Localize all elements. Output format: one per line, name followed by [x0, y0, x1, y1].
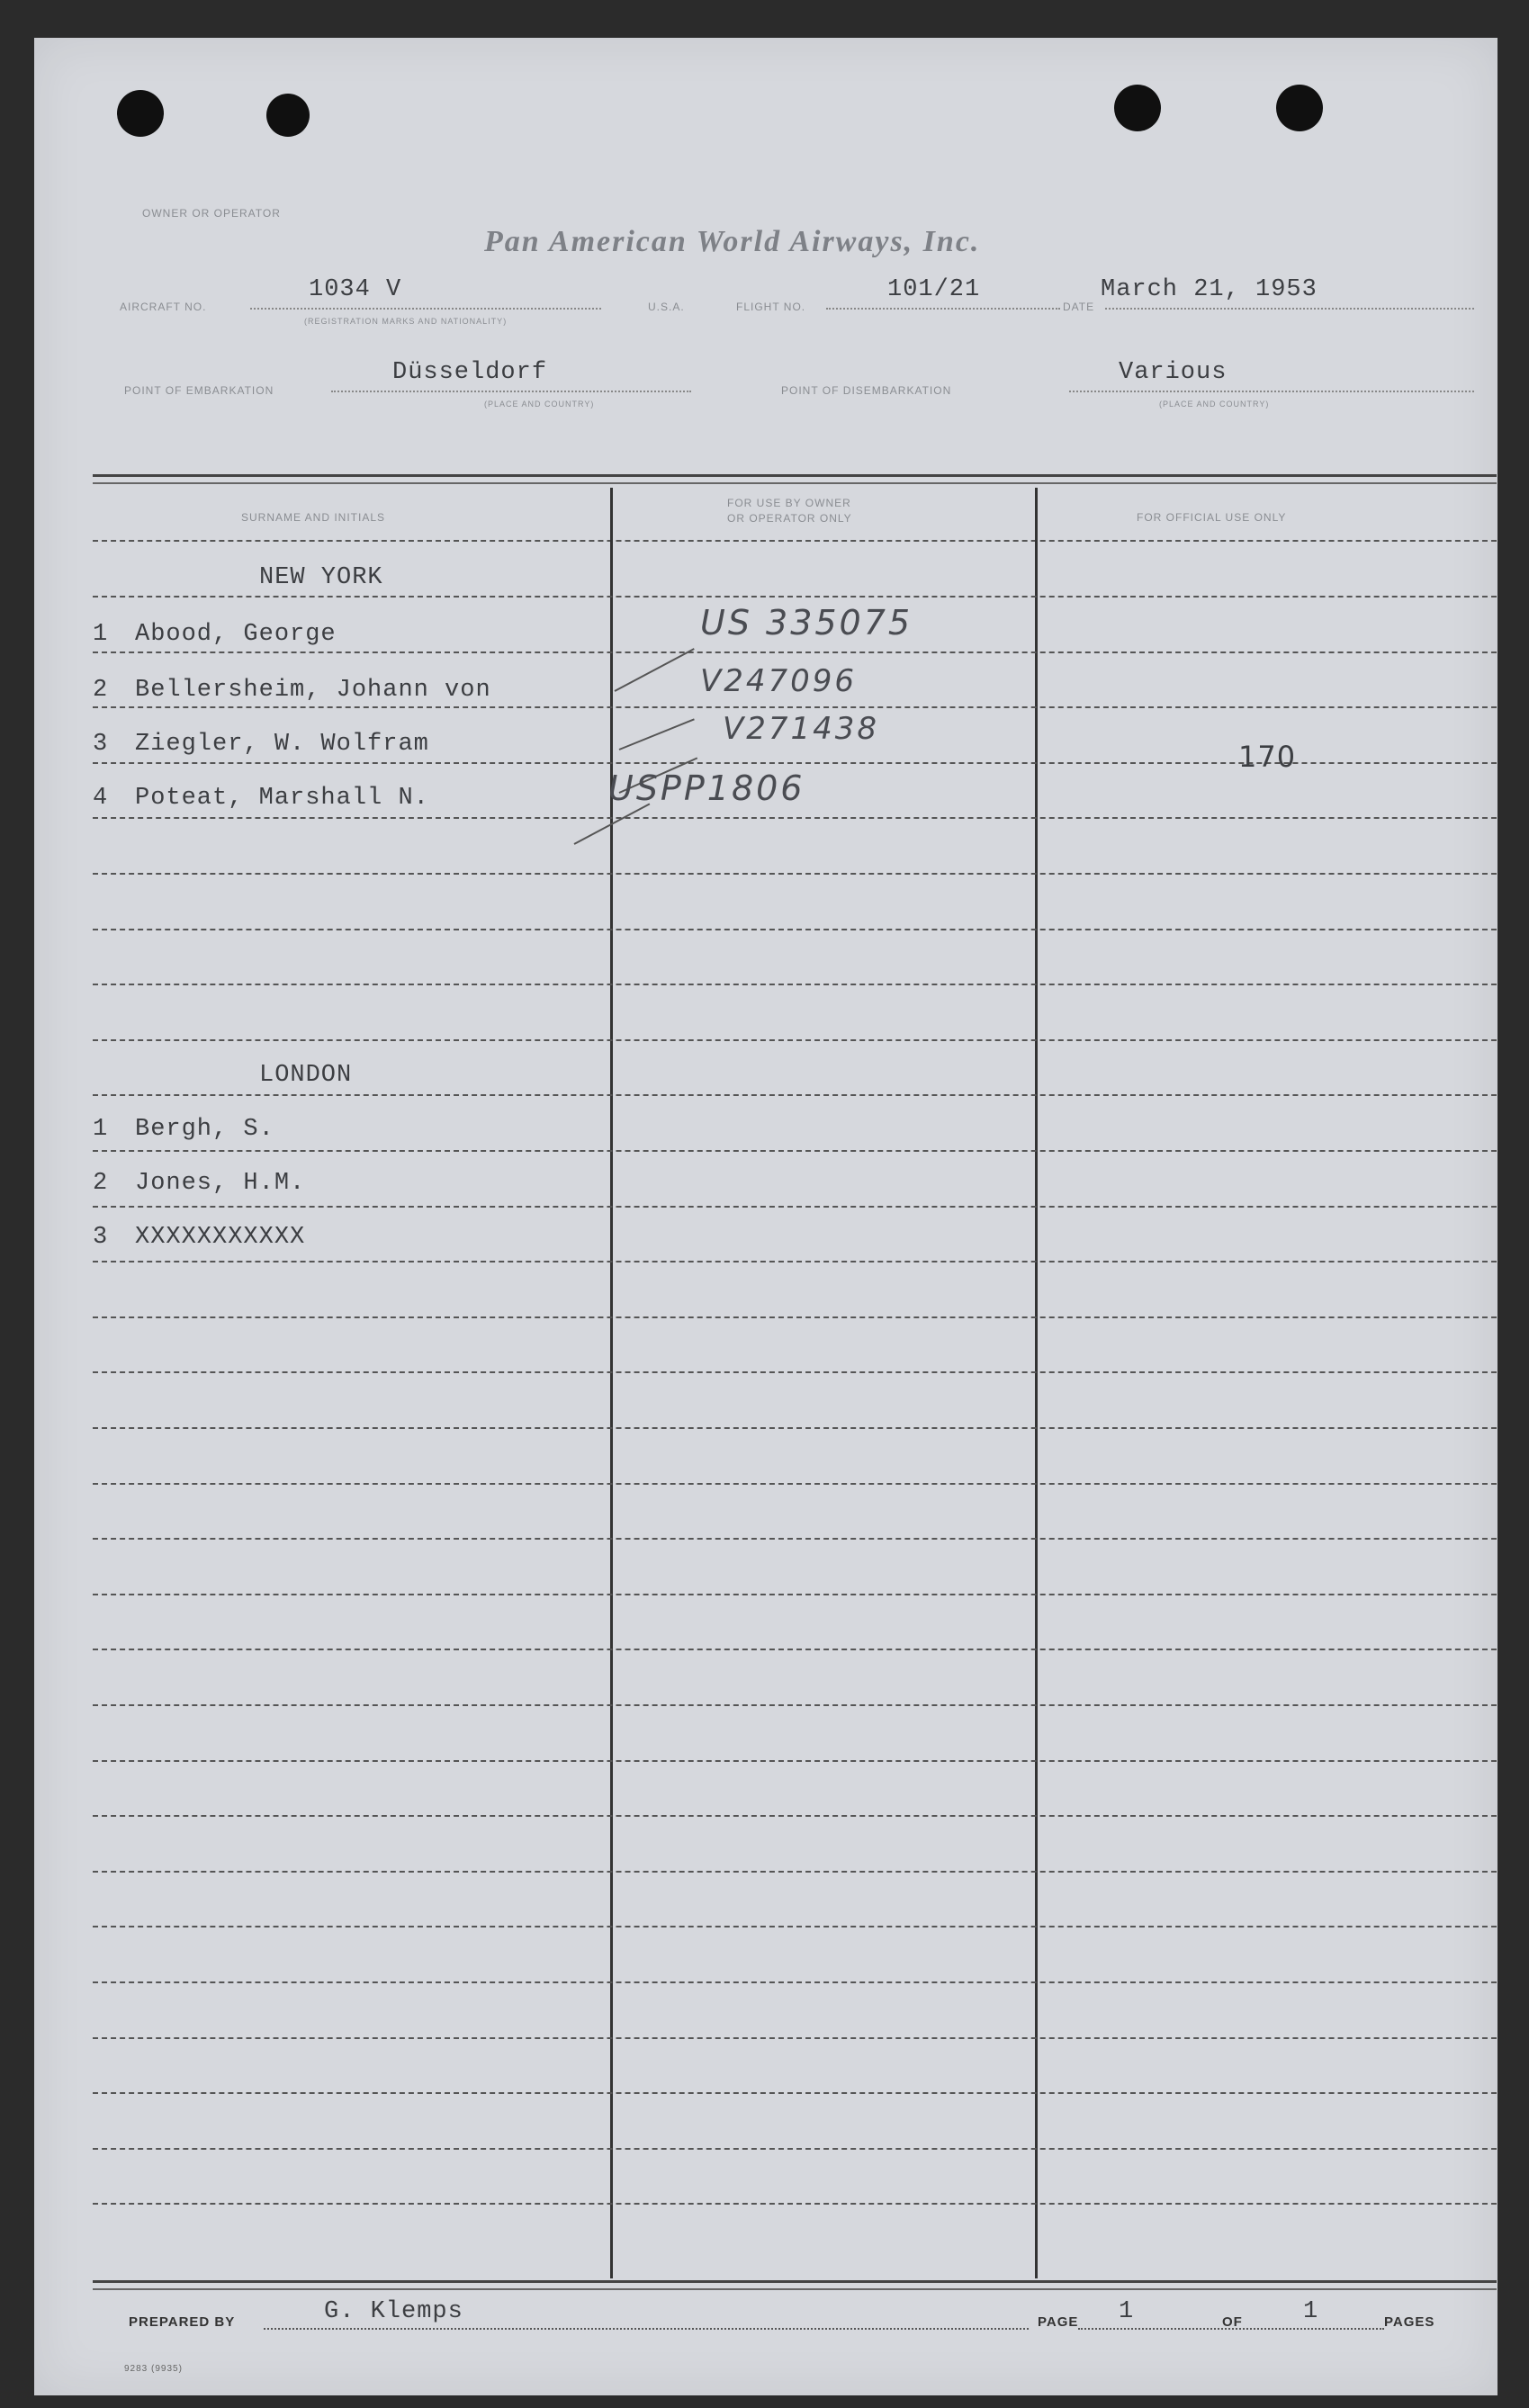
table-rule-line — [93, 596, 1497, 598]
table-rule-line — [93, 1039, 1497, 1041]
passenger-name: Bellersheim, Johann von — [135, 677, 491, 704]
table-top-rule — [93, 474, 1497, 477]
official-value: 170 — [1238, 740, 1297, 774]
date-line — [1105, 308, 1474, 310]
embarkation-line — [331, 391, 691, 392]
disembarkation-label: POINT OF DISEMBARKATION — [781, 384, 952, 397]
table-rule-line — [93, 984, 1497, 985]
column-divider-2 — [1035, 488, 1038, 2278]
table-bottom-rule-2 — [93, 2288, 1497, 2290]
col2-header-2: OR OPERATOR ONLY — [727, 512, 852, 525]
column-divider-1 — [610, 488, 613, 2278]
registration-note: (REGISTRATION MARKS AND NATIONALITY) — [304, 317, 508, 326]
passenger-num: 2 — [93, 677, 109, 704]
table-rule-line — [93, 1926, 1497, 1927]
passenger-name: Ziegler, W. Wolfram — [135, 731, 429, 758]
table-rule-line — [93, 1760, 1497, 1762]
header-rule — [93, 540, 1497, 542]
embarkation-value: Düsseldorf — [392, 359, 548, 386]
punch-hole — [266, 94, 310, 137]
section-heading-london: LONDON — [259, 1062, 353, 1089]
company-name: Pan American World Airways, Inc. — [484, 225, 981, 258]
usa-label: U.S.A. — [648, 301, 685, 313]
passenger-name: Abood, George — [135, 621, 337, 648]
table-rule-line — [93, 1649, 1497, 1650]
punch-hole — [1276, 85, 1323, 131]
punch-hole — [117, 90, 164, 137]
passenger-name: Bergh, S. — [135, 1116, 274, 1143]
prepared-by-value: G. Klemps — [324, 2298, 463, 2325]
col2-header-1: FOR USE BY OWNER — [727, 497, 851, 509]
col1-header: SURNAME AND INITIALS — [241, 511, 386, 524]
check-mark — [619, 718, 695, 750]
passenger-num: 1 — [93, 1116, 109, 1143]
passport-note: V271438 — [723, 711, 880, 747]
passenger-num: 1 — [93, 621, 109, 648]
page-label: PAGE — [1038, 2314, 1079, 2330]
passenger-name: XXXXXXXXXXX — [135, 1224, 306, 1251]
table-rule-line — [93, 1206, 1497, 1208]
table-rule-line — [93, 1316, 1497, 1318]
flight-value: 101/21 — [887, 276, 981, 303]
table-rule-line — [93, 1704, 1497, 1706]
table-rule-line — [93, 1483, 1497, 1485]
disembarkation-value: Various — [1119, 359, 1228, 386]
table-rule-line — [93, 2203, 1497, 2205]
passenger-name: Poteat, Marshall N. — [135, 785, 429, 812]
aircraft-label: AIRCRAFT NO. — [120, 301, 207, 313]
table-rule-line — [93, 1981, 1497, 1983]
operator-label: OWNER OR OPERATOR — [142, 207, 281, 220]
table-rule-line — [93, 1427, 1497, 1429]
punch-hole — [1114, 85, 1161, 131]
passenger-num: 3 — [93, 731, 109, 758]
prepared-label: PREPARED BY — [129, 2314, 236, 2330]
table-rule-line — [93, 1594, 1497, 1595]
table-rule-line — [93, 873, 1497, 875]
table-rule-line — [93, 2092, 1497, 2094]
form-code: 9283 (9935) — [124, 2364, 183, 2374]
table-rule-line — [93, 1094, 1497, 1096]
table-rule-line — [93, 2148, 1497, 2150]
prepared-line — [264, 2328, 1029, 2330]
page-value: 1 — [1119, 2298, 1135, 2325]
table-rule-line — [93, 929, 1497, 930]
place-note-1: (PLACE AND COUNTRY) — [484, 400, 595, 409]
passenger-num: 2 — [93, 1170, 109, 1197]
table-bottom-rule — [93, 2280, 1497, 2283]
table-top-rule-2 — [93, 482, 1497, 484]
date-value: March 21, 1953 — [1101, 276, 1318, 303]
table-rule-line — [93, 1150, 1497, 1152]
passenger-num: 3 — [93, 1224, 109, 1251]
passenger-num: 4 — [93, 785, 109, 812]
flight-label: FLIGHT NO. — [736, 301, 806, 313]
table-rule-line — [93, 1871, 1497, 1873]
check-mark — [615, 648, 695, 692]
manifest-sheet — [34, 38, 1498, 2395]
aircraft-line — [250, 308, 601, 310]
table-rule-line — [93, 1261, 1497, 1262]
page-line — [1078, 2328, 1384, 2330]
table-rule-line — [93, 706, 1497, 708]
passport-note: V247096 — [700, 663, 858, 699]
col3-header: FOR OFFICIAL USE ONLY — [1137, 511, 1287, 524]
table-rule-line — [93, 817, 1497, 819]
pages-label: PAGES — [1384, 2314, 1435, 2330]
of-value: 1 — [1303, 2298, 1319, 2325]
table-rule-line — [93, 2037, 1497, 2039]
disembarkation-line — [1069, 391, 1474, 392]
flight-line — [826, 308, 1060, 310]
table-rule-line — [93, 1371, 1497, 1373]
passport-note: USPP1806 — [608, 768, 805, 808]
place-note-2: (PLACE AND COUNTRY) — [1159, 400, 1270, 409]
table-rule-line — [93, 1815, 1497, 1817]
passenger-name: Jones, H.M. — [135, 1170, 306, 1197]
table-rule-line — [93, 1538, 1497, 1540]
of-label: OF — [1222, 2314, 1243, 2330]
embarkation-label: POINT OF EMBARKATION — [124, 384, 274, 397]
section-heading-new-york: NEW YORK — [259, 564, 383, 591]
aircraft-value: 1034 V — [309, 276, 402, 303]
date-label: DATE — [1063, 301, 1095, 313]
table-rule-line — [93, 651, 1497, 653]
passport-note: US 335075 — [700, 603, 913, 642]
